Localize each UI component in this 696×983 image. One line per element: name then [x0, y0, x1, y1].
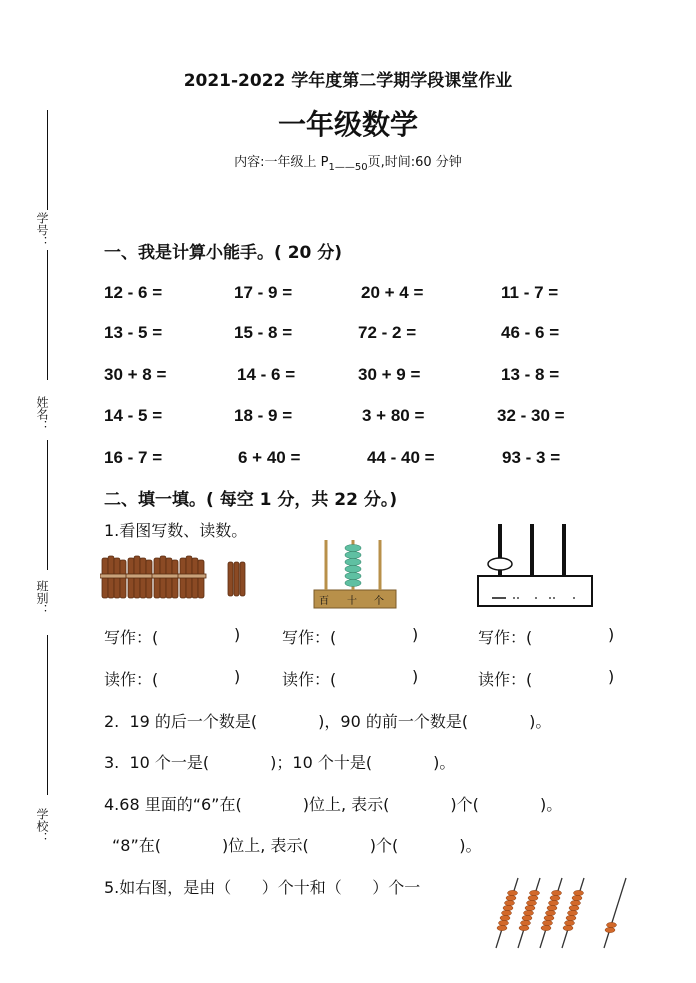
content-info [0, 151, 696, 173]
question-4a: 4.68 里面的“6”在( )位上, 表示( )个( )。 [104, 795, 563, 814]
calc-item: 13 - 8 = [501, 365, 560, 384]
class-label: 班别： [35, 580, 49, 616]
question-5: 5.如右图，是由（ ）个十和（ ）个一 [104, 878, 421, 897]
calc-item: 3 + 80 = [362, 406, 425, 425]
counter-image [470, 520, 596, 608]
calc-item: 13 - 5 = [104, 323, 163, 342]
info-sub: 1——50 [328, 162, 368, 173]
abacus-label-hundreds: 百 [319, 596, 329, 607]
calc-item: 30 + 9 = [358, 365, 421, 384]
calc-item: 93 - 3 = [502, 448, 561, 467]
term-title: 2021-2022 学年度第二学期学段课堂作业 [183, 71, 513, 91]
read-close: ) [608, 667, 615, 686]
write-close: ) [608, 625, 615, 644]
question-3: 3. 10 个一是( )；10 个十是( )。 [104, 753, 456, 772]
calc-item: 12 - 6 = [104, 283, 163, 302]
write-label: 写作：( [282, 628, 337, 647]
write-label: 写作：( [478, 628, 533, 647]
calc-item: 20 + 4 = [361, 283, 424, 302]
school-label: 学校： [35, 808, 49, 844]
calc-item: 17 - 9 = [234, 283, 293, 302]
stick-bundles-image [100, 552, 255, 600]
calc-item: 46 - 6 = [501, 323, 560, 342]
margin-line [47, 250, 48, 380]
read-close: ) [412, 667, 419, 686]
info-prefix: 内容:一年级上 P [234, 155, 329, 170]
write-close: ) [412, 625, 419, 644]
read-label: 读作：( [478, 670, 533, 689]
question-1: 1.看图写数、读数。 [104, 521, 248, 540]
calc-item: 15 - 8 = [234, 323, 293, 342]
calc-item: 30 + 8 = [104, 365, 167, 384]
page-title: 一年级数学 [277, 108, 418, 141]
read-label: 读作：( [104, 670, 159, 689]
calc-item: 18 - 9 = [234, 406, 293, 425]
calc-item: 6 + 40 = [238, 448, 301, 467]
abacus-label-ones: 个 [374, 596, 384, 607]
calc-item: 72 - 2 = [358, 323, 417, 342]
calc-item: 14 - 6 = [237, 365, 296, 384]
read-close: ) [234, 667, 241, 686]
info-suffix: 页,时间:60 分钟 [367, 155, 462, 170]
write-close: ) [234, 625, 241, 644]
section2-heading: 二、填一填。( 每空 1 分，共 22 分。) [104, 490, 398, 510]
margin-line [47, 440, 48, 570]
calc-item: 11 - 7 = [501, 283, 559, 302]
student-no-label: 学号： [35, 212, 49, 248]
abacus-label-tens: 十 [347, 596, 357, 607]
calc-item: 44 - 40 = [367, 448, 435, 467]
bead-rods-image [488, 872, 638, 952]
calc-item: 32 - 30 = [497, 406, 565, 425]
margin-line [47, 635, 48, 795]
read-label: 读作：( [282, 670, 337, 689]
write-label: 写作：( [104, 628, 159, 647]
calc-item: 16 - 7 = [104, 448, 163, 467]
question-2: 2. 19 的后一个数是( )，90 的前一个数是( )。 [104, 712, 552, 731]
section1-heading: 一、我是计算小能手。( 20 分) [104, 243, 343, 263]
calc-item: 14 - 5 = [104, 406, 163, 425]
name-label: 姓名： [35, 396, 49, 432]
question-4b: “8”在( )位上, 表示( )个( )。 [112, 836, 482, 855]
